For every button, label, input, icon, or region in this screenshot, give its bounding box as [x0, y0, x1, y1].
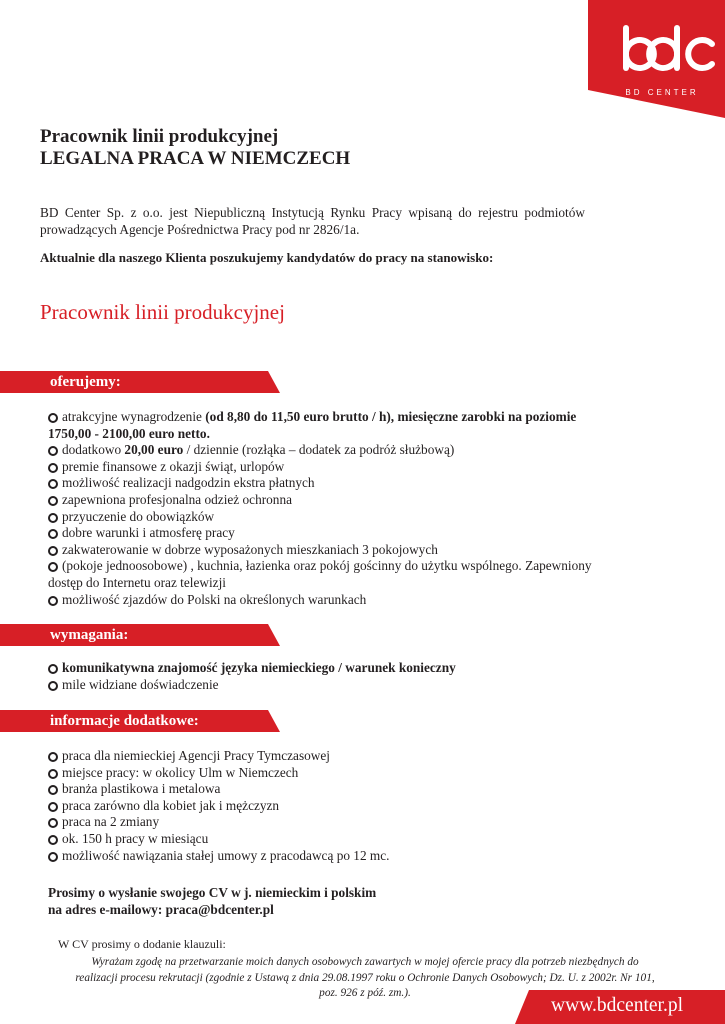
circle-bullet-icon — [48, 852, 58, 862]
circle-bullet-icon — [48, 785, 58, 795]
list-item: praca na 2 zmiany — [48, 814, 658, 831]
cv-request-line: Prosimy o wysłanie swojego CV w j. niemieckim i polskim — [48, 885, 377, 900]
offer-banner — [0, 371, 280, 393]
list-item: przyuczenie do obowiązków — [48, 509, 658, 526]
circle-bullet-icon — [48, 818, 58, 828]
list-item: dobre warunki i atmosferę pracy — [48, 525, 658, 542]
info-heading: informacje dodatkowe: — [50, 713, 199, 729]
circle-bullet-icon — [48, 681, 58, 691]
list-item: komunikatywna znajomość języka niemieckiego / warunek konieczny — [48, 660, 658, 677]
list-item: praca dla niemieckiej Agencji Pracy Tymczasowej — [48, 748, 658, 765]
circle-bullet-icon — [48, 546, 58, 556]
offer-heading: oferujemy: — [50, 374, 121, 390]
page-subtitle: LEGALNA PRACA W NIEMCZECH — [40, 148, 351, 169]
circle-bullet-icon — [48, 479, 58, 489]
info-banner — [0, 710, 280, 732]
list-item: (pokoje jednoosobowe) , kuchnia, łazienka oraz pokój gościnny do użytku wspólnego. Zapewniony — [48, 558, 658, 575]
list-item: miejsce pracy: w okolicy Ulm w Niemczech — [48, 765, 658, 782]
page-title: Pracownik linii produkcyjnej — [40, 126, 279, 147]
offer-list — [48, 409, 658, 608]
list-item: atrakcyjne wynagrodzenie (od 8,80 do 11,50 euro brutto / h), miesięczne zarobki na poziomie — [48, 409, 658, 426]
circle-bullet-icon — [48, 835, 58, 845]
list-item: dodatkowo 20,00 euro / dziennie (rozłąka – dodatek za podróż służbową) — [48, 442, 658, 459]
bd-center-logo — [588, 0, 725, 118]
circle-bullet-icon — [48, 769, 58, 779]
website-link[interactable]: www.bdcenter.pl — [551, 995, 683, 1016]
list-item: możliwość zjazdów do Polski na określonych warunkach — [48, 592, 658, 609]
circle-bullet-icon — [48, 413, 58, 423]
list-item: zapewniona profesjonalna odzież ochronna — [48, 492, 658, 509]
list-item-continuation: dostęp do Internetu oraz telewizji — [48, 574, 226, 590]
requirements-list — [48, 660, 658, 693]
svg-text:BD CENTER: BD CENTER — [625, 88, 699, 97]
list-item: premie finansowe z okazji świąt, urlopów — [48, 459, 658, 476]
list-item: możliwość nawiązania stałej umowy z pracodawcą po 12 mc. — [48, 848, 658, 865]
clause-heading: W CV prosimy o dodanie klauzuli: — [58, 937, 226, 951]
list-item: branża plastikowa i metalowa — [48, 781, 658, 798]
requirements-banner — [0, 624, 280, 646]
website-banner — [515, 990, 725, 1024]
intro-paragraph: BD Center Sp. z o.o. jest Niepubliczną Instytucją Rynku Pracy wpisaną do rejestru podmiotów prowadzących Agencje Pośrednictwa Pracy pod nr 2826/1a. — [40, 205, 585, 237]
circle-bullet-icon — [48, 529, 58, 539]
circle-bullet-icon — [48, 752, 58, 762]
circle-bullet-icon — [48, 496, 58, 506]
circle-bullet-icon — [48, 562, 58, 572]
list-item: ok. 150 h pracy w miesiącu — [48, 831, 658, 848]
circle-bullet-icon — [48, 446, 58, 456]
list-item: praca zarówno dla kobiet jak i mężczyzn — [48, 798, 658, 815]
info-list — [48, 748, 658, 864]
circle-bullet-icon — [48, 664, 58, 674]
cv-request — [48, 884, 376, 918]
circle-bullet-icon — [48, 802, 58, 812]
requirements-heading: wymagania: — [50, 627, 129, 643]
list-item: zakwaterowanie w dobrze wyposażonych mieszkaniach 3 pokojowych — [48, 542, 658, 559]
list-item: mile widziane doświadczenie — [48, 677, 658, 694]
circle-bullet-icon — [48, 513, 58, 523]
circle-bullet-icon — [48, 596, 58, 606]
lookfor-text: Aktualnie dla naszego Klienta poszukujemy kandydatów do pracy na stanowisko: — [40, 250, 494, 265]
clause-text: Wyrażam zgodę na przetwarzanie moich danych osobowych zawartych w mojej ofercie pracy dla potrzeb niezbędnych do realizacji procesu rekrutacji (zgodnie z Ustawą z dnia 29.08.1997 roku o Ochronie Danych Osobowych; Dz. U. z 2002r. Nr 101, poz. 926 z póź. zm.). — [75, 956, 655, 999]
position-title: Pracownik linii produkcyjnej — [40, 300, 285, 324]
list-item: możliwość realizacji nadgodzin ekstra płatnych — [48, 475, 658, 492]
circle-bullet-icon — [48, 463, 58, 473]
list-item-continuation: 1750,00 - 2100,00 euro netto. — [48, 425, 210, 441]
cv-email-line[interactable]: na adres e-mailowy: praca@bdcenter.pl — [48, 902, 274, 917]
